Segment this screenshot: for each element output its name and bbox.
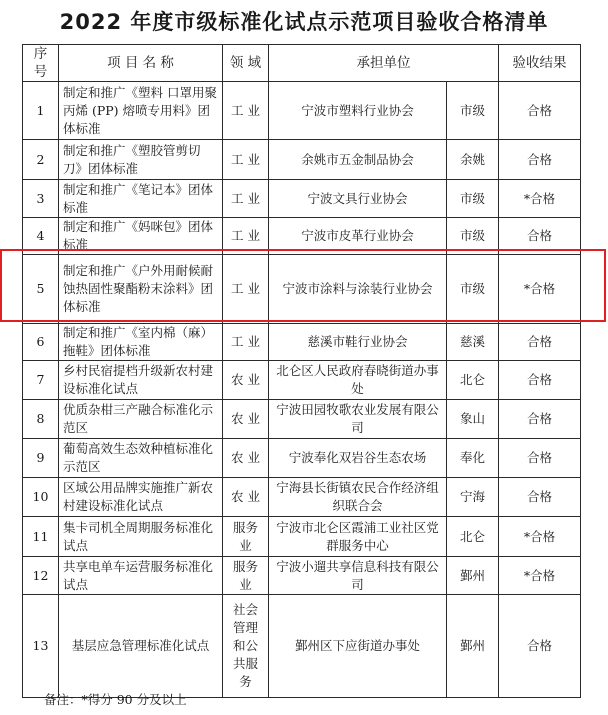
row-field: 工 业 xyxy=(223,255,269,324)
table-row xyxy=(23,324,581,361)
row-result: 合格 xyxy=(499,400,581,439)
row-field: 农 业 xyxy=(223,361,269,400)
row-org: 宁波市塑料行业协会 xyxy=(269,82,447,140)
row-result: *合格 xyxy=(499,180,581,218)
row-field: 农 业 xyxy=(223,478,269,517)
row-result: *合格 xyxy=(499,557,581,595)
row-no: 3 xyxy=(23,180,59,218)
table-row xyxy=(23,557,581,595)
table-row xyxy=(23,218,581,255)
row-org: 余姚市五金制品协会 xyxy=(269,140,447,180)
header-no: 序 号 xyxy=(23,45,59,82)
row-org: 宁波文具行业协会 xyxy=(269,180,447,218)
row-no: 1 xyxy=(23,82,59,140)
row-no: 10 xyxy=(23,478,59,517)
header-result: 验收结果 xyxy=(499,45,581,82)
row-project-name: 区域公用品牌实施推广新农村建设标准化试点 xyxy=(59,478,223,517)
header-project-name: 项 目 名 称 xyxy=(59,45,223,82)
row-org: 宁波市皮革行业协会 xyxy=(269,218,447,255)
row-no: 13 xyxy=(23,595,59,698)
row-level: 象山 xyxy=(447,400,499,439)
row-level: 市级 xyxy=(447,255,499,324)
row-level: 市级 xyxy=(447,82,499,140)
document-title: 2022 年度市级标准化试点示范项目验收合格清单 xyxy=(59,10,549,34)
row-no: 8 xyxy=(23,400,59,439)
row-result: *合格 xyxy=(499,517,581,557)
table-row xyxy=(23,439,581,478)
row-level: 市级 xyxy=(447,180,499,218)
row-org: 宁海县长街镇农民合作经济组织联合会 xyxy=(269,478,447,517)
row-no: 9 xyxy=(23,439,59,478)
row-result: 合格 xyxy=(499,439,581,478)
header-field: 领 域 xyxy=(223,45,269,82)
table-row xyxy=(23,517,581,557)
row-field: 服务业 xyxy=(223,557,269,595)
row-org: 宁波市涂料与涂装行业协会 xyxy=(269,255,447,324)
table-row xyxy=(23,82,581,140)
row-project-name: 乡村民宿提档升级新农村建设标准化试点 xyxy=(59,361,223,400)
row-project-name: 共享电单车运营服务标准化试点 xyxy=(59,557,223,595)
row-level: 北仑 xyxy=(447,361,499,400)
row-level: 北仑 xyxy=(447,517,499,557)
row-result: 合格 xyxy=(499,595,581,698)
row-project-name: 优质杂柑三产融合标准化示范区 xyxy=(59,400,223,439)
row-field: 农 业 xyxy=(223,400,269,439)
row-project-name: 制定和推广《塑料 口罩用聚丙烯 (PP) 熔喷专用料》团体标准 xyxy=(59,82,223,140)
table-row xyxy=(23,595,581,698)
row-no: 2 xyxy=(23,140,59,180)
row-result: 合格 xyxy=(499,82,581,140)
table-row xyxy=(23,180,581,218)
row-result: 合格 xyxy=(499,361,581,400)
row-no: 5 xyxy=(23,255,59,324)
row-field: 社会管理和公共服务 xyxy=(223,595,269,698)
acceptance-table xyxy=(22,44,581,698)
table-row xyxy=(23,400,581,439)
row-field: 服务业 xyxy=(223,517,269,557)
row-org: 北仑区人民政府春晓街道办事处 xyxy=(269,361,447,400)
table-row xyxy=(23,478,581,517)
row-no: 4 xyxy=(23,218,59,255)
row-project-name: 葡萄高效生态效种植标准化示范区 xyxy=(59,439,223,478)
row-result: 合格 xyxy=(499,324,581,361)
row-level: 余姚 xyxy=(447,140,499,180)
row-result: *合格 xyxy=(499,255,581,324)
row-org: 宁波奉化双岩谷生态农场 xyxy=(269,439,447,478)
row-level: 宁海 xyxy=(447,478,499,517)
row-level: 鄞州 xyxy=(447,595,499,698)
row-level: 鄞州 xyxy=(447,557,499,595)
row-field: 工 业 xyxy=(223,324,269,361)
table-row xyxy=(23,140,581,180)
row-no: 7 xyxy=(23,361,59,400)
row-project-name: 制定和推广《户外用耐候耐蚀热固性聚酯粉末涂料》团体标准 xyxy=(59,255,223,324)
row-project-name: 制定和推广《塑胶管剪切刀》团体标准 xyxy=(59,140,223,180)
header-org: 承担单位 xyxy=(269,45,499,82)
table-header-row xyxy=(23,45,581,82)
row-level: 奉化 xyxy=(447,439,499,478)
row-result: 合格 xyxy=(499,140,581,180)
footnote: 备注：*得分 90 分及以上 xyxy=(44,692,187,707)
row-org: 鄞州区下应街道办事处 xyxy=(269,595,447,698)
row-level: 慈溪 xyxy=(447,324,499,361)
row-no: 6 xyxy=(23,324,59,361)
row-no: 12 xyxy=(23,557,59,595)
row-field: 工 业 xyxy=(223,140,269,180)
row-org: 慈溪市鞋行业协会 xyxy=(269,324,447,361)
row-org: 宁波小遛共享信息科技有限公司 xyxy=(269,557,447,595)
row-org: 宁波田园牧歌农业发展有限公司 xyxy=(269,400,447,439)
table-row xyxy=(23,361,581,400)
row-project-name: 集卡司机全周期服务标准化试点 xyxy=(59,517,223,557)
row-project-name: 制定和推广《妈咪包》团体标准 xyxy=(59,218,223,255)
row-project-name: 基层应急管理标准化试点 xyxy=(59,595,223,698)
row-field: 工 业 xyxy=(223,180,269,218)
row-field: 工 业 xyxy=(223,218,269,255)
row-field: 工 业 xyxy=(223,82,269,140)
row-result: 合格 xyxy=(499,478,581,517)
table-row xyxy=(23,255,581,324)
row-project-name: 制定和推广《笔记本》团体标准 xyxy=(59,180,223,218)
row-project-name: 制定和推广《室内棉（麻）拖鞋》团体标准 xyxy=(59,324,223,361)
row-org: 宁波市北仑区霞浦工业社区党群服务中心 xyxy=(269,517,447,557)
row-level: 市级 xyxy=(447,218,499,255)
row-result: 合格 xyxy=(499,218,581,255)
row-field: 农 业 xyxy=(223,439,269,478)
row-no: 11 xyxy=(23,517,59,557)
